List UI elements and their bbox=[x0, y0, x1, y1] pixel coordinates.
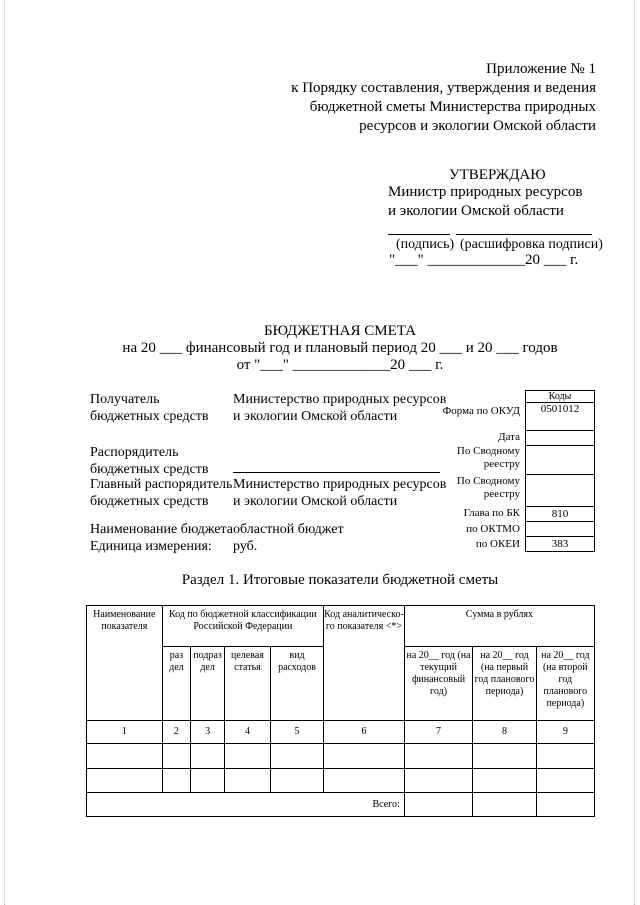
codes-table bbox=[525, 390, 595, 552]
col-num: 5 bbox=[270, 721, 323, 744]
manager-underline bbox=[233, 472, 440, 473]
table-cell bbox=[224, 769, 270, 793]
table-cell bbox=[270, 769, 323, 793]
table-cell bbox=[87, 769, 163, 793]
col-header-classification: Код по бюджетной классификации Российской Федерации bbox=[162, 606, 323, 647]
okud-label: Форма по ОКУД bbox=[442, 405, 520, 417]
unit-value: руб. bbox=[233, 539, 258, 554]
signature-decode-label: (расшифровка подписи) bbox=[460, 237, 603, 252]
signature-label: (подпись) bbox=[396, 237, 455, 252]
total-year1 bbox=[404, 793, 472, 817]
table-row bbox=[87, 769, 595, 793]
table-row bbox=[87, 744, 595, 769]
budget-name-label: Наименование бюджета bbox=[90, 522, 233, 537]
okei-label: по ОКЕИ bbox=[475, 538, 520, 550]
table-cell bbox=[473, 769, 536, 793]
recipient-value: Министерство природных ресурсов и экологии Омской области bbox=[233, 392, 447, 424]
table-cell bbox=[324, 769, 405, 793]
unit-label: Единица измерения: bbox=[90, 539, 212, 554]
table-cell bbox=[87, 744, 163, 769]
total-year2 bbox=[473, 793, 536, 817]
bk-code: 810 bbox=[526, 507, 595, 522]
approval-line-1: Министр природных ресурсов bbox=[388, 184, 583, 200]
appendix-line-3: ресурсов и экологии Омской области bbox=[359, 118, 596, 134]
manager-label: Распорядитель бюджетных средств bbox=[90, 445, 209, 477]
col-header-year3: на 20__ год (на второй год планового периода) bbox=[536, 647, 594, 721]
reestr1-label: По Сводному реестру bbox=[456, 445, 520, 470]
col-header-podrazdel: подраз дел bbox=[191, 647, 225, 721]
table-cell bbox=[191, 769, 225, 793]
budget-name-value: областной бюджет bbox=[233, 522, 344, 537]
reestr2-code bbox=[526, 475, 595, 507]
appendix-block bbox=[216, 60, 596, 136]
document-title: БЮДЖЕТНАЯ СМЕТА bbox=[263, 323, 417, 339]
col-num: 8 bbox=[473, 721, 536, 744]
approval-header: УТВЕРЖДАЮ bbox=[449, 167, 546, 183]
col-num: 2 bbox=[162, 721, 191, 744]
document-title-period: на 20 ___ финансовый год и плановый период 20 ___ и 20 ___ годов bbox=[122, 340, 558, 356]
appendix-title: Приложение № 1 bbox=[486, 61, 596, 77]
codes-header: Коды bbox=[526, 391, 595, 403]
main-manager-value: Министерство природных ресурсов и экологии Омской области bbox=[233, 477, 447, 509]
table-cell bbox=[162, 769, 191, 793]
approval-line-2: и экологии Омской области bbox=[388, 203, 564, 219]
col-header-expense-type: вид расходов bbox=[270, 647, 323, 721]
date-label: Дата bbox=[498, 431, 520, 443]
signature-decode-line bbox=[456, 234, 592, 235]
table-cell bbox=[536, 744, 594, 769]
date-code bbox=[526, 431, 595, 446]
col-header-target: целевая статья bbox=[224, 647, 270, 721]
col-header-sum: Сумма в рублях bbox=[404, 606, 594, 647]
total-label: Всего: bbox=[87, 793, 405, 817]
okud-code: 0501012 bbox=[526, 403, 595, 431]
table-cell bbox=[324, 744, 405, 769]
table-cell bbox=[473, 744, 536, 769]
main-manager-label: Главный распорядитель бюджетных средств bbox=[90, 477, 233, 509]
reestr2-label: По Сводному реестру bbox=[456, 475, 520, 500]
budget-table bbox=[86, 605, 595, 817]
col-header-analytic: Код аналитическо-го показателя <*> bbox=[324, 606, 405, 721]
table-cell bbox=[536, 769, 594, 793]
table-cell bbox=[270, 744, 323, 769]
right-dotted-edge bbox=[634, 0, 635, 905]
appendix-line-1: к Порядку составления, утверждения и ведения bbox=[291, 80, 596, 96]
column-numbers-row bbox=[87, 721, 595, 744]
col-header-year2: на 20__ год (на первый год планового периода) bbox=[473, 647, 536, 721]
col-num: 4 bbox=[224, 721, 270, 744]
bk-label: Глава по БК bbox=[463, 507, 520, 519]
total-year3 bbox=[536, 793, 594, 817]
document-title-date: от "___" _____________20 ___ г. bbox=[236, 357, 444, 373]
table-cell bbox=[404, 744, 472, 769]
col-header-razdel: раз дел bbox=[162, 647, 191, 721]
appendix-line-2: бюджетной сметы Министерства природных bbox=[309, 99, 596, 115]
oktmo-label: по ОКТМО bbox=[466, 523, 520, 535]
table-cell bbox=[224, 744, 270, 769]
table-cell bbox=[191, 744, 225, 769]
col-num: 9 bbox=[536, 721, 594, 744]
approval-date: "___" _____________20 ___ г. bbox=[389, 252, 579, 268]
col-num: 1 bbox=[87, 721, 163, 744]
left-dotted-edge bbox=[4, 0, 5, 905]
oktmo-code bbox=[526, 522, 595, 537]
table-cell bbox=[162, 744, 191, 769]
signature-line bbox=[388, 234, 450, 235]
section-title: Раздел 1. Итоговые показатели бюджетной сметы bbox=[181, 572, 499, 588]
col-header-year1: на 20__ год (на текущий финансовый год) bbox=[404, 647, 472, 721]
total-row bbox=[87, 793, 595, 817]
col-num: 3 bbox=[191, 721, 225, 744]
col-num: 7 bbox=[404, 721, 472, 744]
col-header-name: Наименование показателя bbox=[87, 606, 163, 721]
table-cell bbox=[404, 769, 472, 793]
recipient-label: Получатель бюджетных средств bbox=[90, 392, 209, 424]
okei-code: 383 bbox=[526, 537, 595, 552]
col-num: 6 bbox=[324, 721, 405, 744]
reestr1-code bbox=[526, 446, 595, 475]
